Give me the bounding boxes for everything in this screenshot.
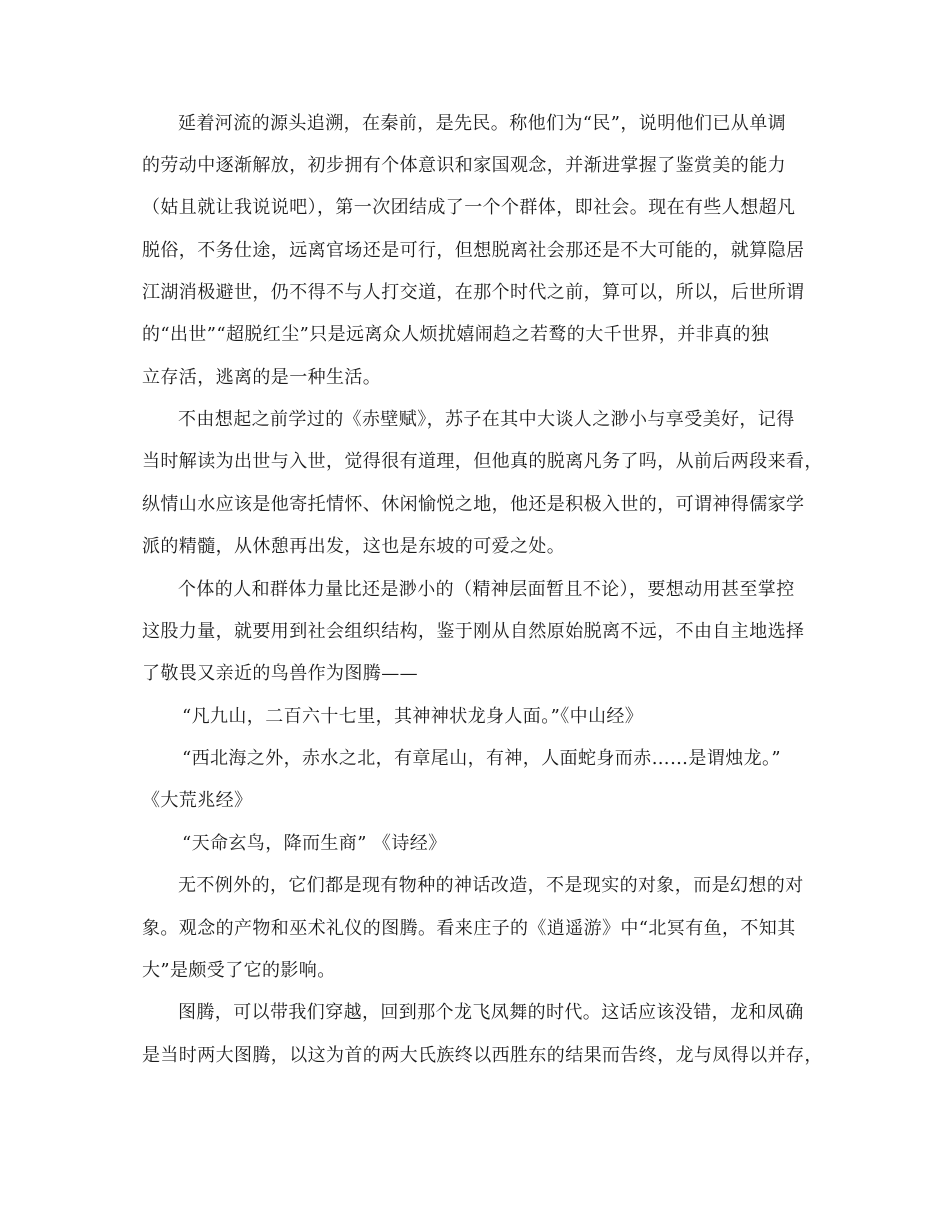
paragraph-4-line-3: 大”是颇受了它的影响。 bbox=[142, 960, 336, 981]
paragraph-2-line-3: 纵情山水应该是他寄托情怀、休闲愉悦之地，他还是积极入世的，可谓神得儒家学 bbox=[142, 494, 805, 515]
paragraph-1-line-6: 的“出世”“超脱红尘”只是远离众人烦扰嬉闹趋之若鹜的大千世界，并非真的独 bbox=[142, 324, 770, 345]
paragraph-3-line-2: 这股力量，就要用到社会组织结构，鉴于刚从自然原始脱离不远，不由自主地选择 bbox=[142, 621, 805, 642]
paragraph-5-line-2: 是当时两大图腾，以这为首的两大氏族终以西胜东的结果而告终，龙与凤得以并存， bbox=[142, 1045, 823, 1066]
paragraph-5-line-1: 图腾，可以带我们穿越，回到那个龙飞凤舞的时代。这话应该没错，龙和凤确 bbox=[178, 1002, 804, 1023]
quote-dahuang-line-1: “西北海之外，赤水之北，有章尾山，有神，人面蛇身而赤……是谓烛龙。” bbox=[182, 748, 782, 769]
paragraph-4-line-2: 象。观念的产物和巫术礼仪的图腾。看来庄子的《逍遥游》中“北冥有鱼，不知其 bbox=[142, 918, 796, 939]
paragraph-1-line-4: 脱俗，不务仕途，远离官场还是可行，但想脱离社会那还是不大可能的，就算隐居 bbox=[142, 240, 805, 261]
paragraph-1-line-7: 立存活，逃离的是一种生活。 bbox=[142, 367, 382, 388]
paragraph-3-line-3: 了敬畏又亲近的鸟兽作为图腾—— bbox=[142, 663, 418, 684]
quote-zhongshanjing: “凡九山，二百六十七里，其神神状龙身人面。”《中山经》 bbox=[182, 706, 644, 727]
paragraph-1-line-3: （姑且就让我说说吧），第一次团结成了一个个群体，即社会。现在有些人想超凡 bbox=[142, 197, 796, 218]
paragraph-1-line-1: 延着河流的源头追溯，在秦前，是先民。称他们为“民”，说明他们已从单调 bbox=[178, 113, 787, 134]
paragraph-1-line-5: 江湖消极避世，仍不得不与人打交道，在那个时代之前，算可以，所以，后世所谓 bbox=[142, 282, 805, 303]
paragraph-3-line-1: 个体的人和群体力量比还是渺小的（精神层面暂且不论），要想动用甚至掌控 bbox=[178, 579, 795, 600]
quote-dahuang-line-2: 《大荒兆经》 bbox=[142, 790, 253, 811]
paragraph-2-line-1: 不由想起之前学过的《赤壁赋》，苏子在其中大谈人之渺小与享受美好，记得 bbox=[178, 409, 795, 430]
paragraph-1-line-2: 的劳动中逐渐解放，初步拥有个体意识和家国观念，并渐进掌握了鉴赏美的能力 bbox=[142, 155, 786, 176]
paragraph-2-line-4: 派的精髓，从休憩再出发，这也是东坡的可爱之处。 bbox=[142, 536, 566, 557]
paragraph-4-line-1: 无不例外的，它们都是现有物种的神话改造，不是现实的对象，而是幻想的对 bbox=[178, 875, 804, 896]
quote-shijing: “天命玄鸟，降而生商” 《诗经》 bbox=[182, 833, 447, 854]
paragraph-2-line-2: 当时解读为出世与入世，觉得很有道理，但他真的脱离凡务了吗，从前后两段来看， bbox=[142, 451, 823, 472]
